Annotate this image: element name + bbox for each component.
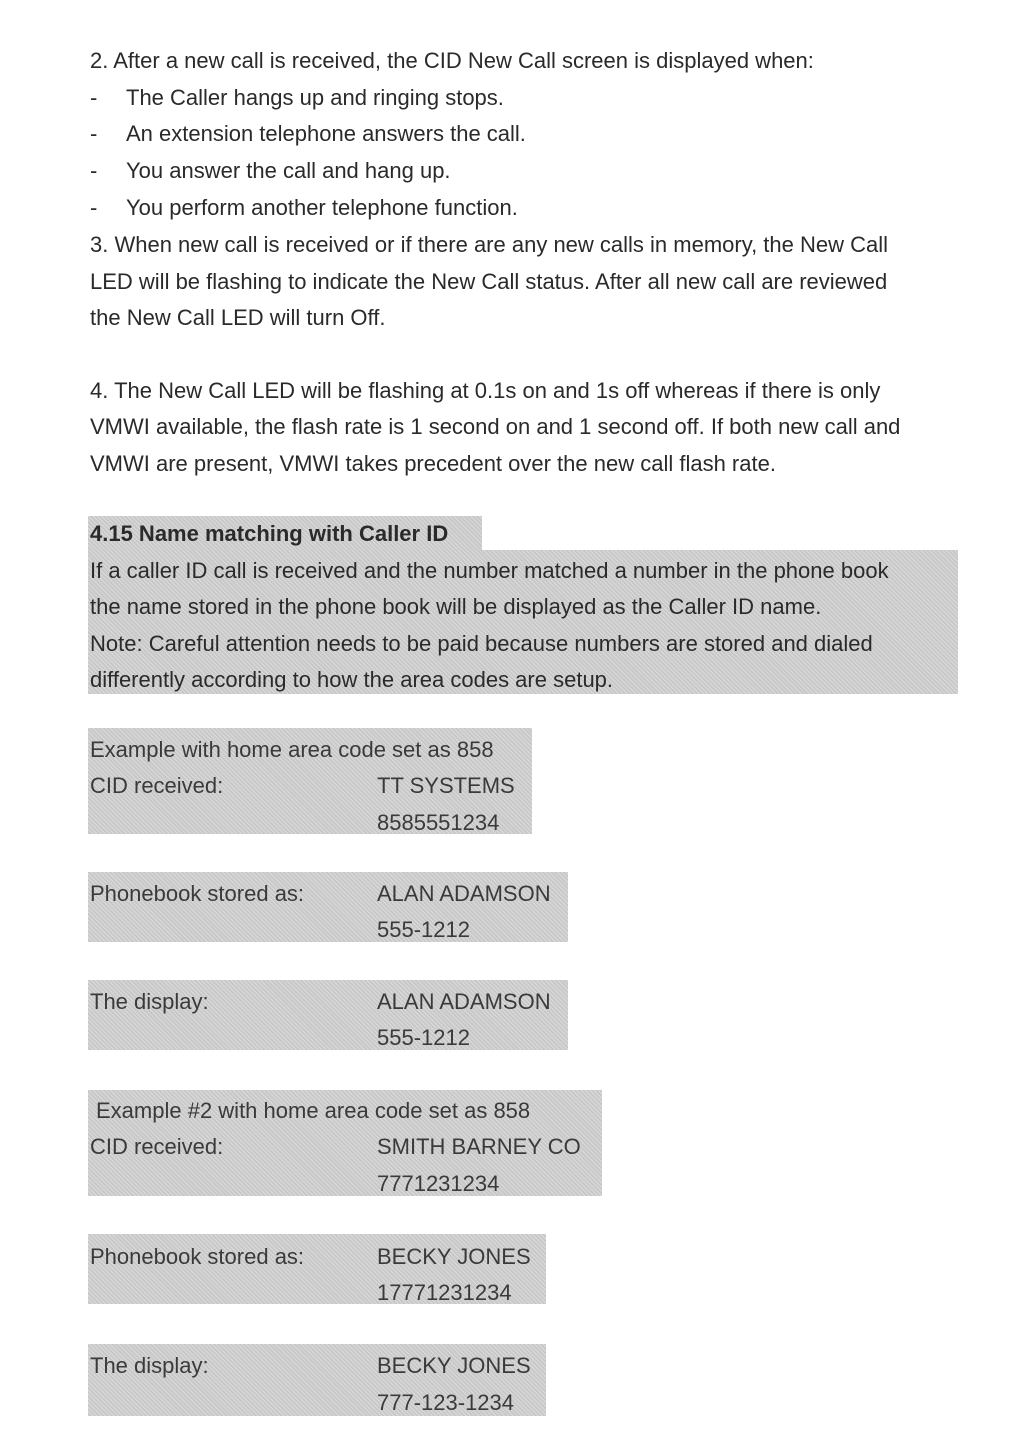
- item4-line: VMWI are present, VMWI takes precedent over the new call flash rate.: [90, 451, 776, 476]
- example1-title: Example with home area code set as 858: [90, 737, 494, 762]
- item2-bullet: An extension telephone answers the call.: [126, 121, 526, 146]
- example1-display-label: The display:: [90, 989, 209, 1014]
- example1-cid-label: CID received:: [90, 773, 224, 798]
- section-line: If a caller ID call is received and the number matched a number in the phone book: [90, 558, 889, 583]
- example2-display-name: BECKY JONES: [377, 1353, 531, 1378]
- item3-line: LED will be flashing to indicate the New Call status. After all new call are reviewed: [90, 269, 888, 294]
- example2-phonebook-name: BECKY JONES: [377, 1244, 531, 1269]
- bullet-marker: -: [90, 85, 98, 110]
- example2-cid-number: 7771231234: [377, 1171, 500, 1196]
- example2-cid-label: CID received:: [90, 1134, 224, 1159]
- example2-phonebook-number: 17771231234: [377, 1280, 512, 1305]
- bullet-marker: -: [90, 195, 98, 220]
- example1-cid-number: 8585551234: [377, 810, 500, 835]
- example1-phonebook-number: 555-1212: [377, 917, 470, 942]
- example1-phonebook-label: Phonebook stored as:: [90, 881, 305, 906]
- example2-cid-name: SMITH BARNEY CO: [377, 1134, 581, 1159]
- section-heading: 4.15 Name matching with Caller ID: [90, 521, 449, 546]
- example2-display-number: 777-123-1234: [377, 1390, 515, 1415]
- example1-display-name: ALAN ADAMSON: [377, 989, 551, 1014]
- item2-intro: 2. After a new call is received, the CID New Call screen is displayed when:: [90, 48, 814, 73]
- item4-line: VMWI available, the flash rate is 1 second on and 1 second off. If both new call and: [90, 414, 901, 439]
- bullet-marker: -: [90, 121, 98, 146]
- item2-bullet: The Caller hangs up and ringing stops.: [126, 85, 504, 110]
- example2-title: Example #2 with home area code set as 858: [96, 1098, 531, 1123]
- item2-bullet: You perform another telephone function.: [126, 195, 518, 220]
- example2-phonebook-label: Phonebook stored as:: [90, 1244, 305, 1269]
- section-line: Note: Careful attention needs to be paid because numbers are stored and dialed: [90, 631, 873, 656]
- section-line: the name stored in the phone book will be displayed as the Caller ID name.: [90, 594, 822, 619]
- bullet-marker: -: [90, 158, 98, 183]
- example1-cid-name: TT SYSTEMS: [377, 773, 515, 798]
- item2-bullet: You answer the call and hang up.: [126, 158, 451, 183]
- item3-line: the New Call LED will turn Off.: [90, 305, 386, 330]
- item4-line: 4. The New Call LED will be flashing at 0.1s on and 1s off whereas if there is only: [90, 378, 881, 403]
- section-line: differently according to how the area codes are setup.: [90, 667, 614, 692]
- example1-phonebook-name: ALAN ADAMSON: [377, 881, 551, 906]
- example1-display-number: 555-1212: [377, 1025, 470, 1050]
- item3-line: 3. When new call is received or if there are any new calls in memory, the New Call: [90, 232, 889, 257]
- example2-display-label: The display:: [90, 1353, 209, 1378]
